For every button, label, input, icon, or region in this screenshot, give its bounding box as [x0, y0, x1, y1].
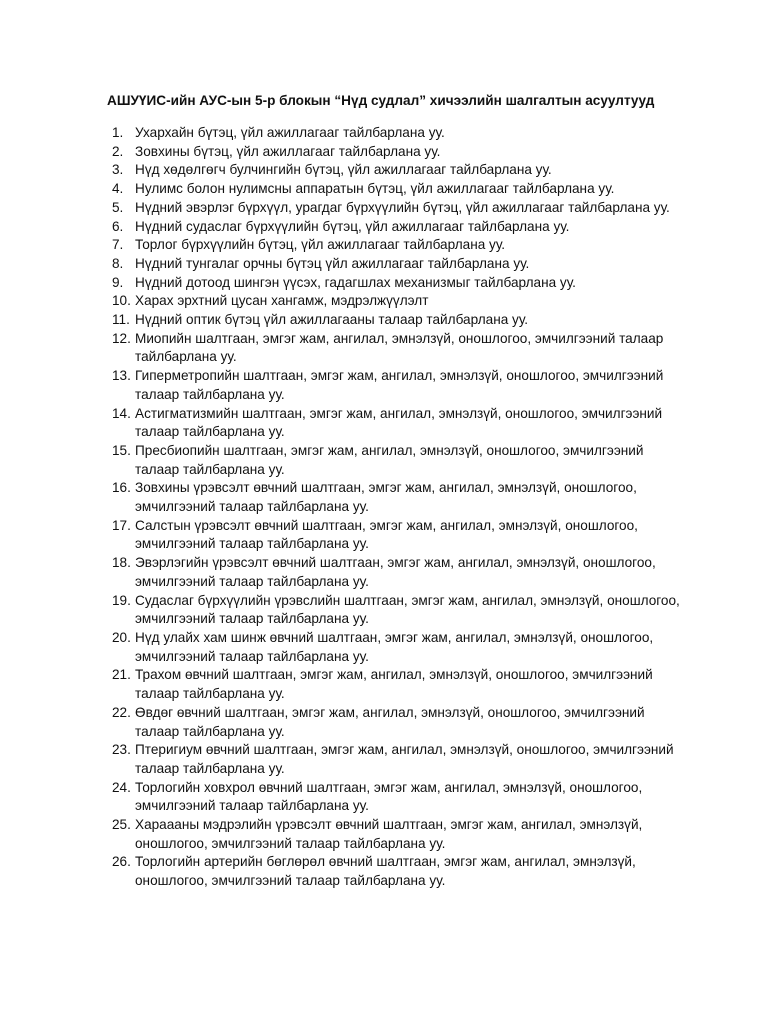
question-number: 24. — [112, 779, 131, 795]
question-item — [0, 236, 680, 255]
question-number: 19. — [112, 592, 131, 608]
question-number: 20. — [112, 629, 131, 645]
question-number: 3. — [112, 162, 124, 178]
question-text: Нүдний тунгалаг орчны бүтэц үйл ажиллагааг тайлбарлана уу. — [135, 255, 530, 271]
question-item — [0, 255, 680, 274]
question-number: 23. — [112, 742, 131, 758]
question-item — [0, 367, 680, 404]
question-item — [0, 311, 680, 330]
question-text: Нулимс болон нулимсны аппаратын бүтэц, үйл ажиллагааг тайлбарлана уу. — [135, 181, 615, 197]
question-text: Торлогийн ховхрол өвчний шалтгаан, эмгэг жам, ангилал, эмнэлзүй, оношлогоо, эмчилгээний талаар тайлбарлана уу. — [135, 779, 643, 814]
question-text: Харах эрхтний цусан хангамж, мэдрэлжүүлэлт — [135, 293, 429, 309]
question-item — [0, 517, 680, 554]
question-item — [0, 218, 680, 237]
question-number: 1. — [112, 125, 124, 140]
question-item — [0, 180, 680, 199]
question-number: 5. — [112, 199, 124, 215]
question-number: 21. — [112, 667, 131, 683]
question-text: Нүдний дотоод шингэн үүсэх, гадагшлах механизмыг тайлбарлана уу. — [135, 274, 576, 290]
question-number: 12. — [112, 330, 131, 346]
question-item — [0, 592, 680, 629]
question-text: Хараааны мэдрэлийн үрэвсэлт өвчний шалтгаан, эмгэг жам, ангилал, эмнэлзүй, оношлогоо, эмчилгээний талаар тайлбарлана уу. — [135, 817, 643, 851]
question-number: 17. — [112, 517, 131, 533]
question-number: 2. — [112, 143, 124, 159]
question-text: Нүдний судаслаг бүрхүүлийн бүтэц, үйл ажиллагааг тайлбарлана уу. — [135, 218, 570, 234]
question-number: 15. — [112, 442, 131, 458]
question-number: 26. — [112, 854, 131, 870]
question-number: 22. — [112, 704, 131, 720]
question-number: 13. — [112, 368, 131, 384]
question-item — [0, 554, 680, 591]
question-number: 25. — [112, 817, 131, 833]
question-text: Торлогийн артерийн бөглөрөл өвчний шалтгаан, эмгэг жам, ангилал, эмнэлзүй, оношлогоо, эмчилгээний талаар тайлбарлана уу. — [135, 854, 636, 889]
question-number: 11. — [112, 312, 130, 328]
question-text: Нүд хөдөлгөгч булчингийн бүтэц, үйл ажиллагааг тайлбарлана уу. — [135, 162, 552, 178]
question-number: 7. — [112, 237, 124, 253]
question-text: Торлог бүрхүүлийн бүтэц, үйл ажиллагааг тайлбарлана уу. — [135, 237, 506, 253]
question-number: 6. — [112, 218, 124, 234]
question-list — [0, 124, 768, 891]
question-number: 9. — [112, 274, 124, 290]
question-item — [0, 161, 680, 180]
question-item — [0, 199, 680, 218]
question-item — [0, 479, 680, 516]
question-number: 4. — [112, 181, 124, 197]
question-item — [0, 741, 680, 778]
question-item — [0, 442, 680, 479]
question-text: Зовхины үрэвсэлт өвчний шалтгаан, эмгэг жам, ангилал, эмнэлзүй, оношлогоо, эмчилгээний талаар тайлбарлана уу. — [135, 480, 637, 515]
question-item — [0, 292, 680, 311]
question-number: 8. — [112, 255, 124, 271]
question-number: 16. — [112, 480, 131, 496]
question-text: Салстын үрэвсэлт өвчний шалтгаан, эмгэг жам, ангилал, эмнэлзүй, оношлогоо, эмчилгээний талаар тайлбарлана уу. — [135, 517, 638, 552]
question-item — [0, 779, 680, 816]
question-item — [0, 704, 680, 741]
question-item — [0, 124, 680, 143]
question-item — [0, 816, 680, 853]
question-text: Өвдөг өвчний шалтгаан, эмгэг жам, ангилал, эмнэлзүй, оношлогоо, эмчилгээний талаар тайлбарлана уу. — [135, 704, 645, 739]
question-text: Нүдний оптик бүтэц үйл ажиллагааны талаар тайлбарлана уу. — [135, 312, 529, 328]
question-number: 10. — [112, 293, 131, 309]
question-text: Ухархайн бүтэц, үйл ажиллагааг тайлбарлана уу. — [135, 125, 445, 140]
document-title: АШУҮИС-ийн АУС-ын 5-р блокын “Нүд судлал” хичээлийн шалгалтын асуултууд — [107, 93, 655, 108]
question-text: Нүд улайх хам шинж өвчний шалтгаан, эмгэг жам, ангилал, эмнэлзүй, оношлогоо, эмчилгээний талаар тайлбарлана уу. — [135, 629, 654, 664]
question-text: Зовхины бүтэц, үйл ажиллагааг тайлбарлана уу. — [135, 143, 441, 159]
question-item — [0, 274, 680, 293]
question-number: 18. — [112, 555, 131, 571]
question-text: Миопийн шалтгаан, эмгэг жам, ангилал, эмнэлзүй, оношлогоо, эмчилгээний талаар тайлбарлана уу. — [135, 330, 664, 365]
question-text: Птеригиум өвчний шалтгаан, эмгэг жам, ангилал, эмнэлзүй, оношлогоо, эмчилгээний талаар тайлбарлана уу. — [135, 742, 674, 776]
question-text: Астигматизмийн шалтгаан, эмгэг жам, ангилал, эмнэлзүй, оношлогоо, эмчилгээний талаар тайлбарлана уу. — [135, 405, 663, 440]
question-text: Нүдний эвэрлэг бүрхүүл, урагдаг бүрхүүлийн бүтэц, үйл ажиллагааг тайлбарлана уу. — [135, 199, 670, 215]
question-text: Эвэрлэгийн үрэвсэлт өвчний шалтгаан, эмгэг жам, ангилал, эмнэлзүй, оношлогоо, эмчилгээний талаар тайлбарлана уу. — [135, 555, 656, 589]
question-text: Гиперметропийн шалтгаан, эмгэг жам, ангилал, эмнэлзүй, оношлогоо, эмчилгээний талаар тайлбарлана уу. — [135, 368, 664, 402]
question-item — [0, 405, 680, 442]
question-item — [0, 853, 680, 890]
question-item — [0, 143, 680, 162]
question-text: Судаслаг бүрхүүлийн үрэвслийн шалтгаан, эмгэг жам, ангилал, эмнэлзүй, оношлогоо, эмчилгээний талаар тайлбарлана уу. — [135, 592, 680, 627]
question-number: 14. — [112, 405, 131, 421]
question-item — [0, 629, 680, 666]
question-text: Трахом өвчний шалтгаан, эмгэг жам, ангилал, эмнэлзүй, оношлогоо, эмчилгээний талаар тайлбарлана уу. — [135, 667, 653, 702]
question-item — [0, 330, 680, 367]
question-text: Пресбиопийн шалтгаан, эмгэг жам, ангилал, эмнэлзүй, оношлогоо, эмчилгээний талаар тайлбарлана уу. — [135, 442, 644, 477]
question-item — [0, 666, 680, 703]
